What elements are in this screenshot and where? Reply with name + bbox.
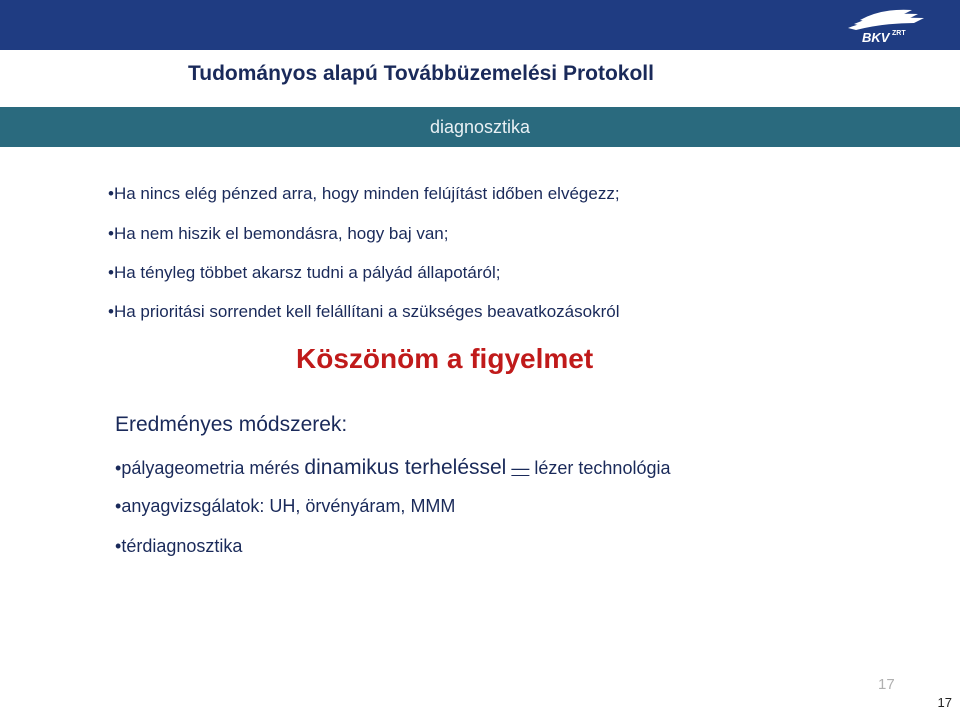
question-item: •Ha nem hiszik el bemondásra, hogy baj van; bbox=[108, 224, 449, 243]
method-item: •pályageometria mérés dinamikus terheléssel — lézer technológia bbox=[115, 456, 671, 479]
method-item: •térdiagnosztika bbox=[115, 536, 243, 556]
question-item: •Ha prioritási sorrendet kell felállítani a szükséges beavatkozásokról bbox=[108, 302, 620, 321]
methods-heading: Eredményes módszerek: bbox=[115, 413, 348, 436]
page-title: Tudományos alapú Továbbüzemelési Protokoll bbox=[188, 62, 654, 85]
question-item: •Ha nincs elég pénzed arra, hogy minden felújítást időben elvégezz; bbox=[108, 184, 620, 203]
question-item: •Ha tényleg többet akarsz tudni a pályád állapotáról; bbox=[108, 263, 501, 282]
method-item: •anyagvizsgálatok: UH, örvényáram, MMM bbox=[115, 496, 456, 516]
svg-text:BKV: BKV bbox=[862, 30, 890, 45]
top-banner bbox=[0, 0, 960, 50]
section-banner bbox=[0, 107, 960, 147]
svg-text:ZRT: ZRT bbox=[892, 30, 906, 37]
page-number: 17 bbox=[878, 676, 895, 693]
thanks-text: Köszönöm a figyelmet bbox=[296, 343, 594, 374]
section-label: diagnosztika bbox=[429, 117, 531, 137]
bkv-logo bbox=[832, 4, 942, 46]
page-number-corner: 17 bbox=[937, 695, 952, 710]
